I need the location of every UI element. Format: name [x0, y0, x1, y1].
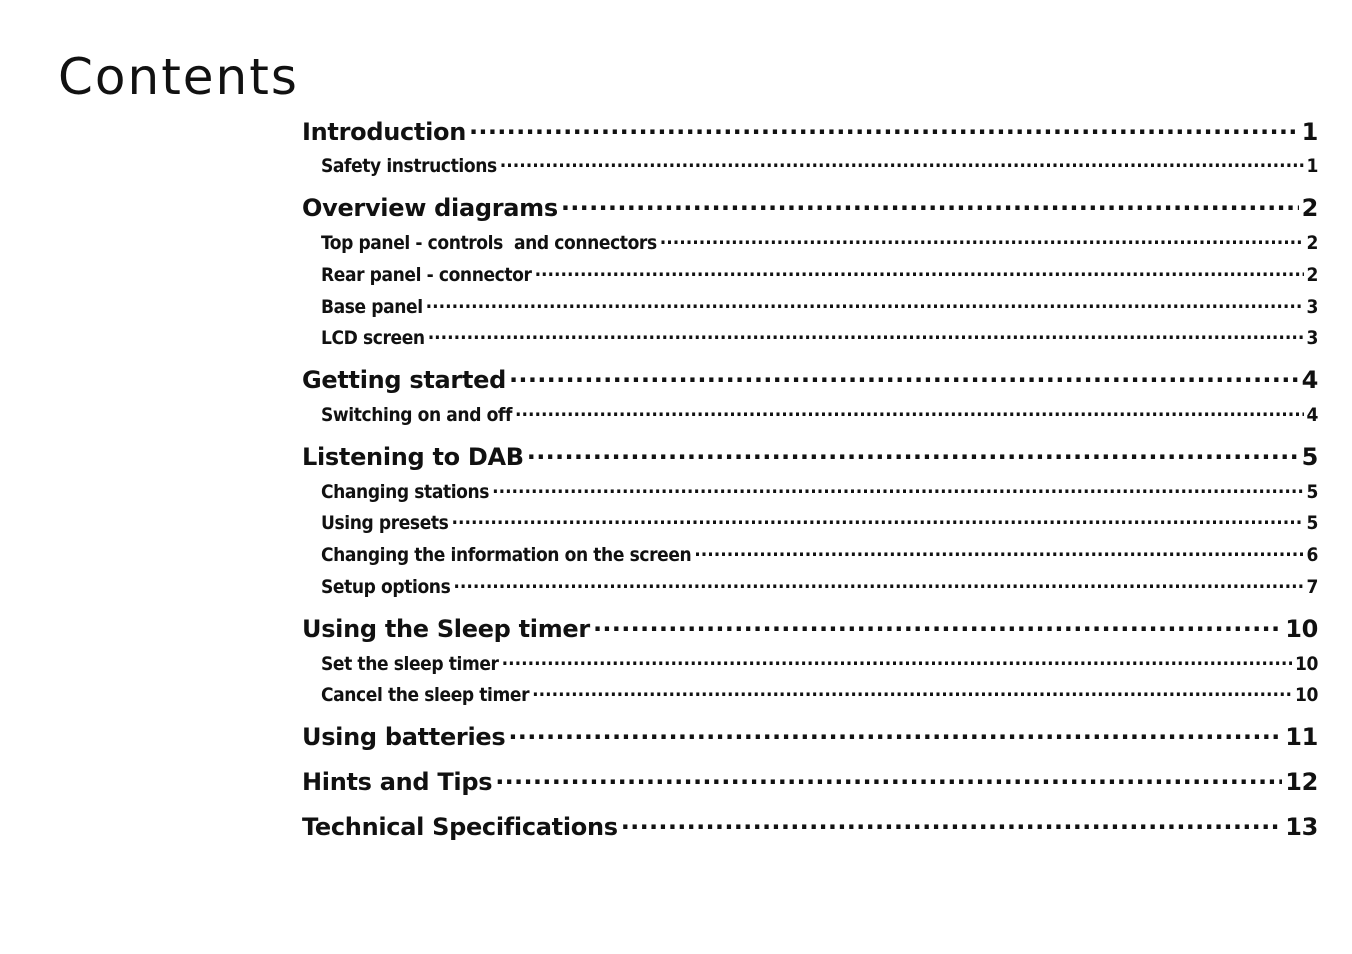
toc-entry-page: 4 [1301, 366, 1318, 394]
toc-entry-listening-to-dab[interactable] [302, 441, 1318, 471]
toc-entry-safety-instructions[interactable] [302, 153, 1318, 177]
dot-leader [694, 542, 1303, 561]
toc-entry-label: Listening to DAB [302, 443, 524, 471]
dot-leader [508, 721, 1282, 745]
toc-entry-page: 10 [1295, 653, 1318, 675]
toc-entry-setup-options[interactable] [302, 574, 1318, 598]
toc-entry-label: Changing the information on the screen [321, 544, 692, 566]
toc-entry-page: 11 [1285, 723, 1318, 751]
toc-entry-sleep-timer[interactable] [302, 613, 1318, 643]
toc-entry-base-panel[interactable] [302, 294, 1318, 318]
dot-leader [495, 766, 1282, 790]
toc-entry-cancel-sleep-timer[interactable] [302, 682, 1318, 706]
toc-entry-label: Hints and Tips [302, 768, 493, 796]
toc-entry-label: Top panel - controls and connectors [321, 232, 657, 254]
toc-entry-set-sleep-timer[interactable] [302, 651, 1318, 675]
toc-entry-label: Changing stations [321, 481, 490, 503]
toc-entry-label: Using the Sleep timer [302, 615, 590, 643]
toc-entry-label: Overview diagrams [302, 194, 558, 222]
toc-entry-overview-diagrams[interactable] [302, 192, 1318, 222]
toc-entry-page: 1 [1306, 155, 1318, 177]
toc-entry-top-panel[interactable] [302, 230, 1318, 254]
toc-entry-using-presets[interactable] [302, 510, 1318, 534]
toc-entry-page: 2 [1301, 194, 1318, 222]
toc-entry-label: Introduction [302, 118, 466, 146]
dot-leader [527, 441, 1299, 465]
toc-entry-introduction[interactable] [302, 116, 1318, 146]
dot-leader [428, 325, 1304, 344]
toc-entry-label: Base panel [321, 296, 423, 318]
toc-entry-getting-started[interactable] [302, 364, 1318, 394]
toc-entry-label: Getting started [302, 366, 506, 394]
toc-entry-page: 6 [1306, 544, 1318, 566]
dot-leader [509, 364, 1299, 388]
dot-leader [593, 613, 1282, 637]
page-title: Contents [58, 48, 299, 106]
toc-entry-page: 3 [1306, 327, 1318, 349]
toc-entry-label: Using batteries [302, 723, 506, 751]
toc-entry-label: LCD screen [321, 327, 425, 349]
toc-entry-changing-information[interactable] [302, 542, 1318, 566]
toc-entry-lcd-screen[interactable] [302, 325, 1318, 349]
toc-entry-label: Cancel the sleep timer [321, 684, 530, 706]
toc-entry-page: 7 [1306, 576, 1318, 598]
dot-leader [660, 230, 1304, 249]
toc-entry-label: Setup options [321, 576, 451, 598]
dot-leader [500, 153, 1304, 172]
dot-leader [502, 651, 1292, 670]
dot-leader [453, 574, 1303, 593]
toc-entry-label: Technical Specifications [302, 813, 618, 841]
toc-entry-rear-panel[interactable] [302, 262, 1318, 286]
dot-leader [469, 116, 1299, 140]
toc-entry-hints-and-tips[interactable] [302, 766, 1318, 796]
toc-entry-page: 10 [1295, 684, 1318, 706]
toc-entry-label: Switching on and off [321, 404, 512, 426]
toc-entry-page: 2 [1306, 264, 1318, 286]
toc-entry-using-batteries[interactable] [302, 721, 1318, 751]
toc-entry-page: 5 [1301, 443, 1318, 471]
dot-leader [561, 192, 1299, 216]
dot-leader [451, 510, 1303, 529]
toc-entry-label: Set the sleep timer [321, 653, 499, 675]
toc-entry-page: 2 [1306, 232, 1318, 254]
toc-entry-page: 12 [1285, 768, 1318, 796]
dot-leader [535, 262, 1304, 281]
dot-leader [532, 682, 1292, 701]
toc-entry-page: 5 [1306, 512, 1318, 534]
toc-entry-page: 13 [1285, 813, 1318, 841]
toc-entry-page: 5 [1306, 481, 1318, 503]
dot-leader [492, 479, 1303, 498]
toc-entry-label: Safety instructions [321, 155, 497, 177]
dot-leader [515, 402, 1304, 421]
toc-entry-switching-on-off[interactable] [302, 402, 1318, 426]
toc-entry-page: 1 [1301, 118, 1318, 146]
toc-entry-technical-specifications[interactable] [302, 811, 1318, 841]
toc-entry-label: Using presets [321, 512, 449, 534]
dot-leader [426, 294, 1304, 313]
toc-entry-page: 10 [1285, 615, 1318, 643]
toc-entry-page: 3 [1306, 296, 1318, 318]
toc-entry-label: Rear panel - connector [321, 264, 532, 286]
dot-leader [621, 811, 1282, 835]
toc-entry-page: 4 [1306, 404, 1318, 426]
toc-entry-changing-stations[interactable] [302, 479, 1318, 503]
